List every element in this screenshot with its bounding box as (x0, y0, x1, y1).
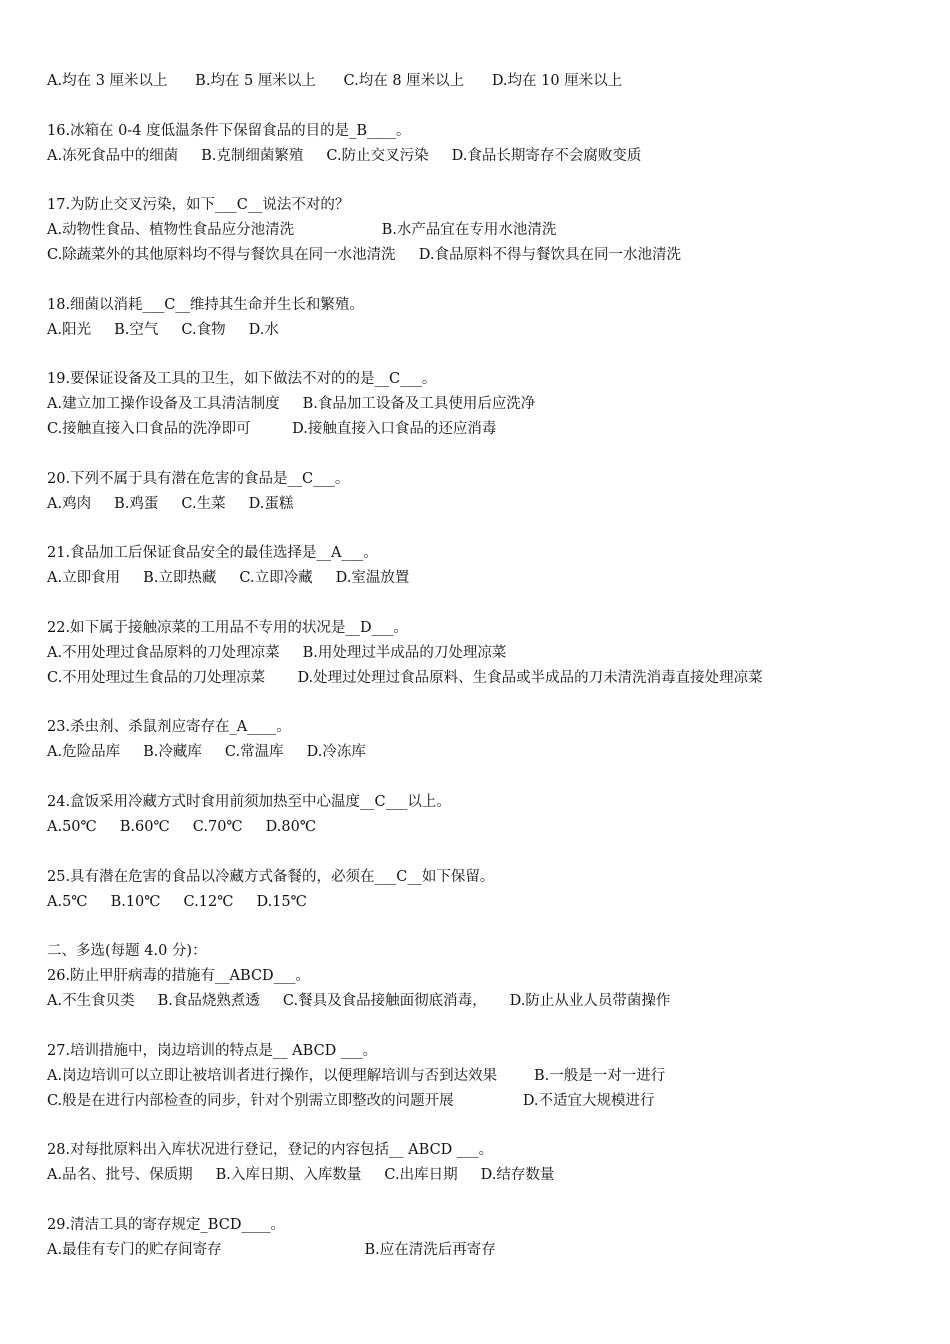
q28-question: 28.对每批原料出入库状况进行登记，登记的内容包括__ ABCD ___。 (47, 1142, 494, 1158)
q26-question: 26.防止甲肝病毒的措施有__ABCD___。 (47, 968, 310, 984)
q25-options: A.5℃ B.10℃ C.12℃ D.15℃ (47, 894, 307, 910)
q21-question: 21.食品加工后保证食品安全的最佳选择是__A___。 (47, 545, 378, 561)
q22-question: 22.如下属于接触凉菜的工用品不专用的状况是__D___。 (47, 620, 408, 636)
q16-question: 16.冰箱在 0-4 度低温条件下保留食品的目的是_B____。 (47, 123, 411, 139)
q24-question: 24.盒饭采用冷藏方式时食用前须加热至中心温度__C___以上。 (47, 794, 451, 810)
q16-options: A.冻死食品中的细菌 B.克制细菌繁殖 C.防止交叉污染 D.食品长期寄存不会腐败变质 (47, 148, 642, 164)
q18-question: 18.细菌以消耗___C__维持其生命并生长和繁殖。 (47, 297, 364, 313)
q27-question: 27.培训措施中，岗边培训的特点是__ ABCD ___。 (47, 1043, 378, 1059)
q28-options: A.品名、批号、保质期 B.入库日期、入库数量 C.出库日期 D.结存数量 (47, 1167, 555, 1183)
q17-options-ab: A.动物性食品、植物性食品应分池清洗 B.水产品宜在专用水池清洗 (47, 222, 557, 238)
q23-options: A.危险品库 B.冷藏库 C.常温库 D.冷冻库 (47, 744, 366, 760)
q29-question: 29.清洁工具的寄存规定_BCD____。 (47, 1217, 285, 1233)
q22-options-cd: C.不用处理过生食品的刀处理凉菜 D.处理过处理过食品原料、生食品或半成品的刀未清洗消毒直接处理凉菜 (47, 670, 763, 686)
q23-question: 23.杀虫剂、杀鼠剂应寄存在_A____。 (47, 719, 291, 735)
q19-options-ab: A.建立加工操作设备及工具清洁制度 B.食品加工设备及工具使用后应洗净 (47, 396, 536, 412)
q19-question: 19.要保证设备及工具的卫生，如下做法不对的的是__C___。 (47, 371, 437, 387)
q17-options-cd: C.除蔬菜外的其他原料均不得与餐饮具在同一水池清洗 D.食品原料不得与餐饮具在同一水池清洗 (47, 247, 681, 263)
q27-options-cd: C.般是在进行内部检查的同步，针对个别需立即整改的问题开展 D.不适宜大规模进行 (47, 1093, 655, 1109)
q20-options: A.鸡肉 B.鸡蛋 C.生菜 D.蛋糕 (47, 496, 294, 512)
q29-options-ab: A.最佳有专门的贮存间寄存 B.应在清洗后再寄存 (47, 1242, 496, 1258)
q18-options: A.阳光 B.空气 C.食物 D.水 (47, 322, 279, 338)
q19-options-cd: C.接触直接入口食品的洗净即可 D.接触直接入口食品的还应消毒 (47, 421, 497, 437)
q17-question: 17.为防止交叉污染，如下___C__说法不对的？ (47, 197, 350, 213)
q21-options: A.立即食用 B.立即热藏 C.立即冷藏 D.室温放置 (47, 570, 410, 586)
q27-options-ab: A.岗边培训可以立即让被培训者进行操作，以便理解培训与否到达效果 B.一般是一对一进行 (47, 1068, 666, 1084)
q15-options: A.均在 3 厘米以上 B.均在 5 厘米以上 C.均在 8 厘米以上 D.均在 10 厘米以上 (47, 73, 623, 89)
q22-options-ab: A.不用处理过食品原料的刀处理凉菜 B.用处理过半成品的刀处理凉菜 (47, 645, 507, 661)
q24-options: A.50℃ B.60℃ C.70℃ D.80℃ (47, 819, 317, 835)
q20-question: 20.下列不属于具有潜在危害的食品是__C___。 (47, 471, 350, 487)
section-multiple-choice-heading: 二、多选(每题 4.0 分)： (47, 943, 207, 959)
q26-options: A.不生食贝类 B.食品烧熟煮透 C.餐具及食品接触面彻底消毒， D.防止从业人员带菌操作 (47, 993, 671, 1009)
q25-question: 25.具有潜在危害的食品以冷藏方式备餐的，必须在___C__如下保留。 (47, 869, 495, 885)
